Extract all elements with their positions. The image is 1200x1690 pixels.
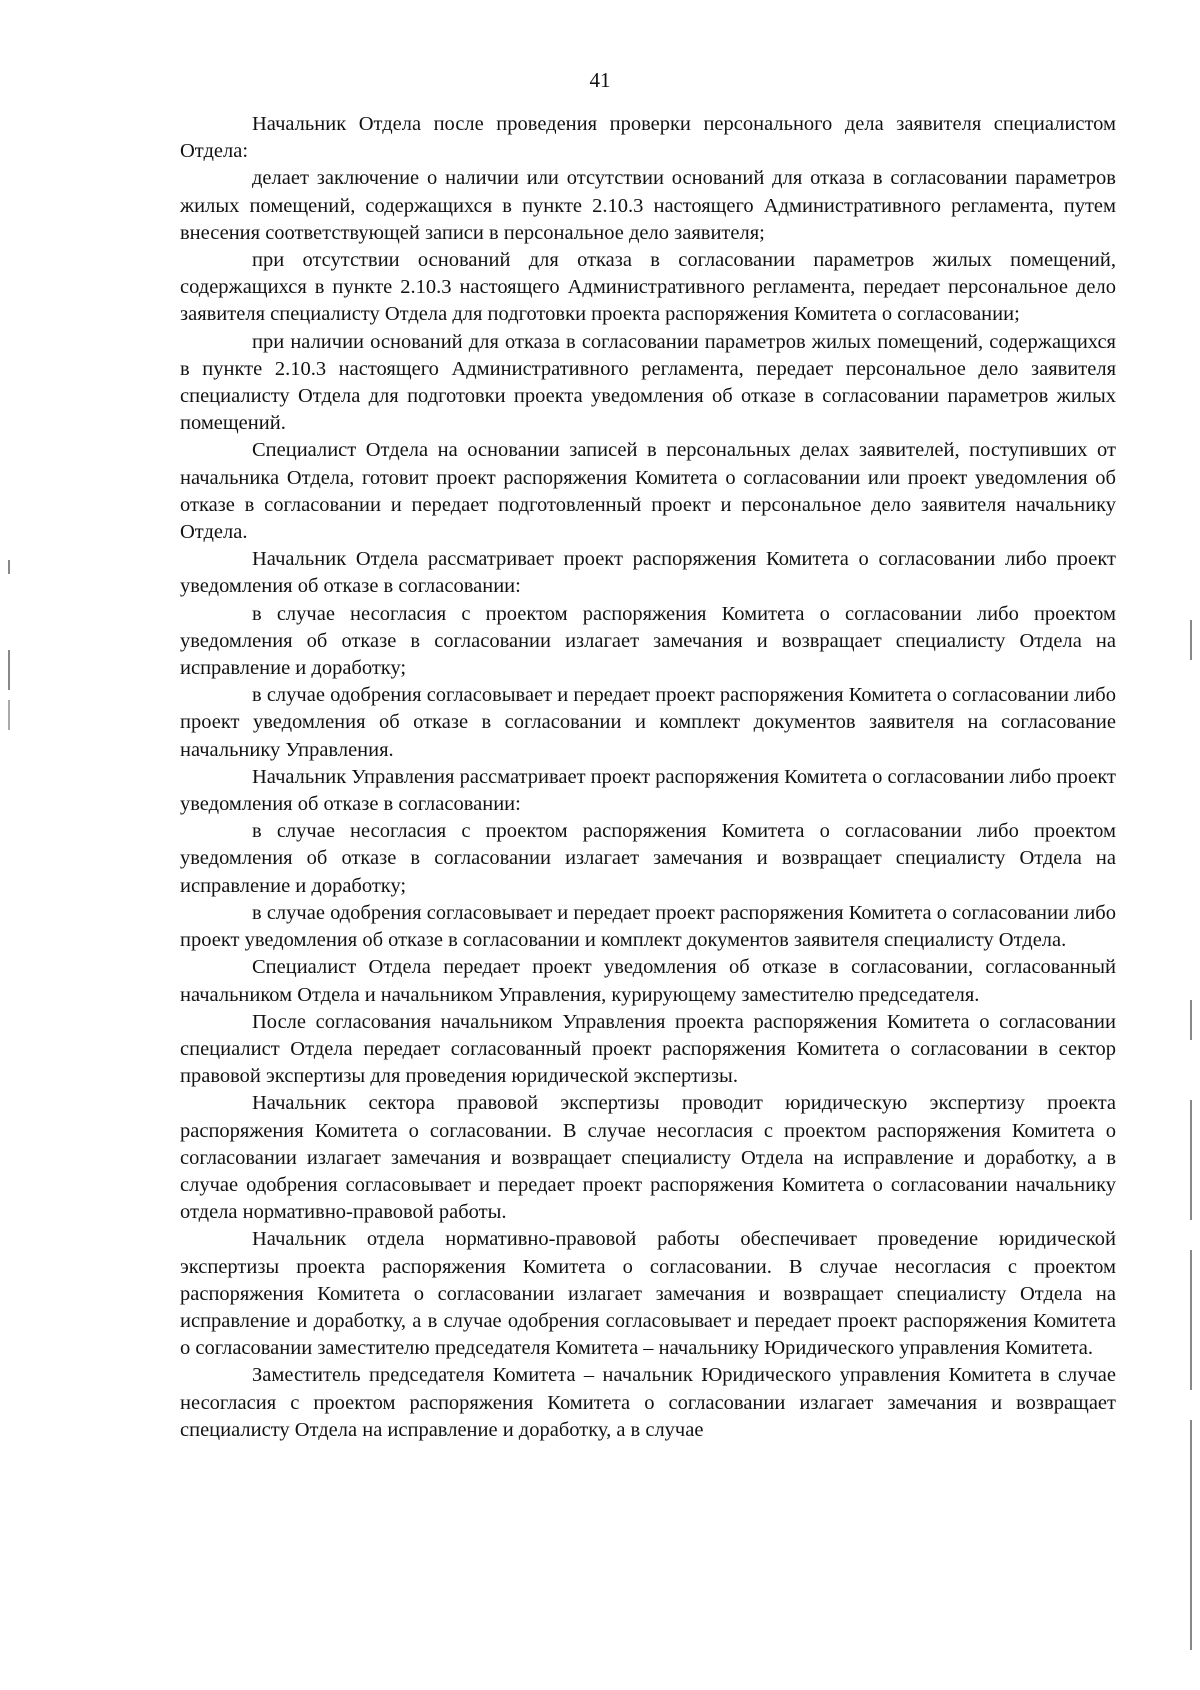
- paragraph: в случае одобрения согласовывает и передает проект распоряжения Комитета о согласовании либо проект уведомления об отказе в согласовании и комплект документов заявителя на согласование начальнику Управления.: [180, 684, 1116, 761]
- paragraph: Начальник отдела нормативно-правовой работы обеспечивает проведение юридической экспертизы проекта распоряжения Комитета о согласовании. В случае несогласия с проектом распоряжения Комитета о согласовании излагает замечания и возвращает специалисту Отдела на исправление и доработку, а в случае одобрения согласовывает и передает проект распоряжения Комитета о согласовании заместителю председателя Комитета – начальнику Юридического управления Комитета.: [180, 1228, 1116, 1360]
- document-body: [180, 111, 1116, 1444]
- scan-artifact: [1190, 1000, 1192, 1040]
- paragraph: Заместитель председателя Комитета – начальник Юридического управления Комитета в случае несогласия с проектом распоряжения Комитета о согласовании излагает замечания и возвращает специалисту Отдела на исправление и доработку, а в случае: [180, 1364, 1116, 1441]
- scan-artifact: [1190, 1100, 1192, 1220]
- paragraph: делает заключение о наличии или отсутствии оснований для отказа в согласовании параметров жилых помещений, содержащихся в пункте 2.10.3 настоящего Административного регламента, путем внесения соответствующей записи в персональное дело заявителя;: [180, 167, 1116, 244]
- paragraph: Начальник Отдела после проведения проверки персонального дела заявителя специалистом Отдела:: [180, 113, 1116, 163]
- paragraph: в случае несогласия с проектом распоряжения Комитета о согласовании либо проектом уведомления об отказе в согласовании излагает замечания и возвращает специалисту Отдела на исправление и доработку;: [180, 820, 1116, 897]
- paragraph: Начальник Отдела рассматривает проект распоряжения Комитета о согласовании либо проект уведомления об отказе в согласовании:: [180, 548, 1116, 598]
- scan-artifact: [8, 650, 10, 690]
- scan-artifact: [1190, 620, 1192, 660]
- scan-artifact: [8, 700, 10, 730]
- scan-artifact: [1190, 1250, 1192, 1390]
- paragraph: Начальник Управления рассматривает проект распоряжения Комитета о согласовании либо проект уведомления об отказе в согласовании:: [180, 765, 1116, 816]
- scan-artifact: [1190, 1420, 1192, 1650]
- page-number: 41: [589, 68, 611, 92]
- scan-artifact: [8, 560, 10, 574]
- paragraph: при наличии оснований для отказа в согласовании параметров жилых помещений, содержащихся в пункте 2.10.3 настоящего Административного регламента, передает персональное дело заявителя специалисту Отдела для подготовки проекта уведомления об отказе в согласовании параметров жилых помещений.: [180, 330, 1116, 435]
- paragraph: в случае одобрения согласовывает и передает проект распоряжения Комитета о согласовании либо проект уведомления об отказе в согласовании и комплект документов заявителя специалисту Отдела.: [180, 901, 1116, 952]
- paragraph: После согласования начальником Управления проекта распоряжения Комитета о согласовании специалист Отдела передает согласованный проект распоряжения Комитета о согласовании в сектор правовой экспертизы для проведения юридической экспертизы.: [180, 1010, 1116, 1088]
- paragraph: Специалист Отдела на основании записей в персональных делах заявителей, поступивших от начальника Отдела, готовит проект распоряжения Комитета о согласовании или проект уведомления об отказе в согласовании и передает подготовленный проект и персональное дело заявителя начальнику Отдела.: [180, 439, 1116, 544]
- paragraph: Специалист Отдела передает проект уведомления об отказе в согласовании, согласованный начальником Отдела и начальником Управления, курирующему заместителю председателя.: [180, 956, 1116, 1006]
- paragraph: при отсутствии оснований для отказа в согласовании параметров жилых помещений, содержащихся в пункте 2.10.3 настоящего Административного регламента, передает персональное дело заявителя специалисту Отдела для подготовки проекта распоряжения Комитета о согласовании;: [180, 249, 1116, 326]
- paragraph: в случае несогласия с проектом распоряжения Комитета о согласовании либо проектом уведомления об отказе в согласовании излагает замечания и возвращает специалисту Отдела на исправление и доработку;: [180, 602, 1116, 680]
- paragraph: Начальник сектора правовой экспертизы проводит юридическую экспертизу проекта распоряжения Комитета о согласовании. В случае несогласия с проектом распоряжения Комитета о согласовании излагает замечания и возвращает специалисту Отдела на исправление и доработку, а в случае одобрения согласовывает и передает проект распоряжения Комитета о согласовании начальнику отдела нормативно-правовой работы.: [180, 1092, 1116, 1224]
